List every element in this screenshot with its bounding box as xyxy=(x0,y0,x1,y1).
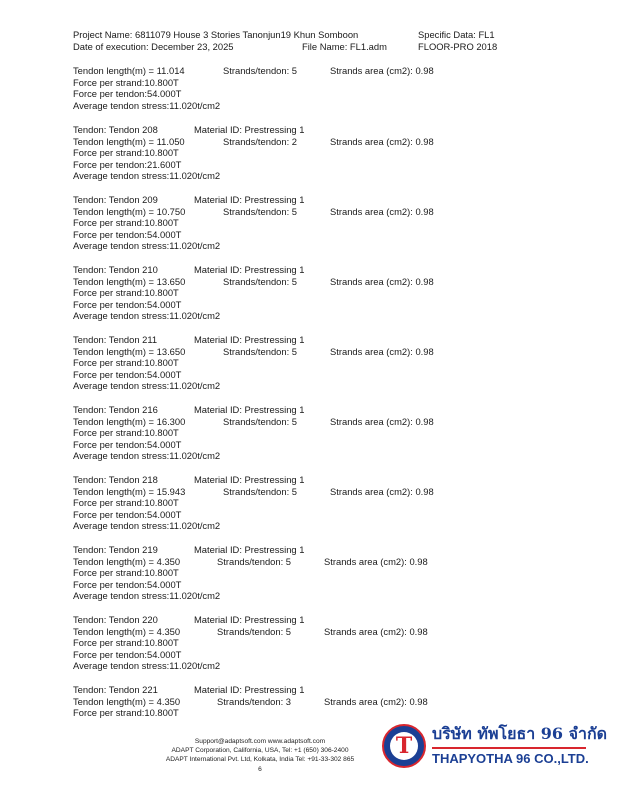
tendon-id: Tendon: Tendon 208 xyxy=(73,124,158,135)
strands-per-tendon: Strands/tendon: 2 xyxy=(223,135,298,147)
date-of-execution: Date of execution: December 23, 2025 xyxy=(73,41,234,52)
logo-english-name: THAPYOTHA 96 CO.,LTD. xyxy=(432,751,589,766)
material-id: Material ID: Prestressing 1 xyxy=(194,194,305,205)
logo-thai-name: บริษัท ทัพโยธา 96 จำกัด xyxy=(432,724,608,743)
average-tendon-stress: Average tendon stress:11.020t/cm2 xyxy=(73,380,221,392)
strands-area: Strands area (cm2): 0.98 xyxy=(330,65,434,76)
material-id: Material ID: Prestressing 1 xyxy=(194,614,305,625)
average-tendon-stress: Average tendon stress:11.020t/cm2 xyxy=(73,590,221,602)
file-name: File Name: FL1.adm xyxy=(302,41,387,52)
tendon-length: Tendon length(m) = 10.750 xyxy=(73,205,186,217)
force-per-strand: Force per strand:10.800T xyxy=(73,217,179,229)
force-per-strand: Force per strand:10.800T xyxy=(73,357,179,369)
average-tendon-stress: Average tendon stress:11.020t/cm2 xyxy=(73,99,221,111)
material-id: Material ID: Prestressing 1 xyxy=(194,264,305,275)
tendon-length: Tendon length(m) = 4.350 xyxy=(73,555,181,567)
strands-area: Strands area (cm2): 0.98 xyxy=(324,555,428,567)
average-tendon-stress: Average tendon stress:11.020t/cm2 xyxy=(73,170,221,182)
footer-india-address: ADAPT International Pvt. Ltd, Kolkata, India Tel: +91-33-302 865 xyxy=(165,756,355,764)
strands-area: Strands area (cm2): 0.98 xyxy=(330,205,434,217)
force-per-tendon: Force per tendon:54.000T xyxy=(73,648,182,660)
force-per-strand: Force per strand:10.800T xyxy=(73,287,179,299)
strands-area: Strands area (cm2): 0.98 xyxy=(330,135,434,147)
strands-area: Strands area (cm2): 0.98 xyxy=(330,485,434,497)
force-per-strand: Force per strand:10.800T xyxy=(73,567,179,579)
page-footer xyxy=(130,737,390,774)
footer-support: Support@adaptsoft.com www.adaptsoft.com xyxy=(194,738,326,745)
tendon-id: Tendon: Tendon 220 xyxy=(73,614,158,625)
tendon-id: Tendon: Tendon 211 xyxy=(73,334,158,345)
tendon-id: Tendon: Tendon 221 xyxy=(73,684,158,695)
force-per-tendon: Force per tendon:54.000T xyxy=(73,368,182,380)
force-per-tendon: Force per tendon:54.000T xyxy=(73,88,182,100)
strands-per-tendon: Strands/tendon: 5 xyxy=(223,485,298,497)
average-tendon-stress: Average tendon stress:11.020t/cm2 xyxy=(73,240,221,252)
strands-area: Strands area (cm2): 0.98 xyxy=(330,345,434,357)
strands-per-tendon: Strands/tendon: 5 xyxy=(223,205,298,217)
force-per-strand: Force per strand:10.800T xyxy=(73,76,179,88)
strands-per-tendon: Strands/tendon: 5 xyxy=(217,555,292,567)
force-per-strand: Force per strand:10.800T xyxy=(73,427,179,439)
page-number: 6 xyxy=(258,765,262,773)
force-per-tendon: Force per tendon:54.000T xyxy=(73,228,182,240)
material-id: Material ID: Prestressing 1 xyxy=(194,124,305,135)
logo-divider xyxy=(432,747,586,749)
tendon-length: Tendon length(m) = 4.350 xyxy=(73,695,181,707)
logo-emblem xyxy=(382,724,426,768)
strands-per-tendon: Strands/tendon: 5 xyxy=(223,275,298,287)
material-id: Material ID: Prestressing 1 xyxy=(194,404,305,415)
force-per-tendon: Force per tendon:54.000T xyxy=(73,438,182,450)
average-tendon-stress: Average tendon stress:11.020t/cm2 xyxy=(73,660,221,672)
strands-per-tendon: Strands/tendon: 5 xyxy=(223,65,298,76)
average-tendon-stress: Average tendon stress:11.020t/cm2 xyxy=(73,450,221,462)
force-per-tendon: Force per tendon:54.000T xyxy=(73,508,182,520)
tendon-id: Tendon: Tendon 209 xyxy=(73,194,158,205)
strands-area: Strands area (cm2): 0.98 xyxy=(330,275,434,287)
force-per-strand: Force per strand:10.800T xyxy=(73,497,179,509)
average-tendon-stress: Average tendon stress:11.020t/cm2 xyxy=(73,520,221,532)
material-id: Material ID: Prestressing 1 xyxy=(194,684,305,695)
material-id: Material ID: Prestressing 1 xyxy=(194,544,305,555)
strands-area: Strands area (cm2): 0.98 xyxy=(324,625,428,637)
strands-area: Strands area (cm2): 0.98 xyxy=(324,695,428,707)
tendon-id: Tendon: Tendon 210 xyxy=(73,264,158,275)
strands-per-tendon: Strands/tendon: 5 xyxy=(223,415,298,427)
footer-us-address: ADAPT Corporation, California, USA, Tel: +1 (650) 306-2400 xyxy=(171,747,349,755)
strands-area: Strands area (cm2): 0.98 xyxy=(330,415,434,427)
tendon-id: Tendon: Tendon 216 xyxy=(73,404,158,415)
force-per-strand: Force per strand:10.800T xyxy=(73,147,179,159)
tendon-length: Tendon length(m) = 4.350 xyxy=(73,625,181,637)
tendon-length: Tendon length(m) = 11.050 xyxy=(73,135,185,147)
logo-mark: T xyxy=(395,733,413,759)
strands-per-tendon: Strands/tendon: 5 xyxy=(223,345,298,357)
program-name: FLOOR-PRO 2018 xyxy=(418,41,498,52)
tendon-id: Tendon: Tendon 219 xyxy=(73,544,158,555)
force-per-tendon: Force per tendon:54.000T xyxy=(73,578,182,590)
company-logo xyxy=(382,722,608,772)
tendon-length: Tendon length(m) = 11.014 xyxy=(73,65,185,76)
material-id: Material ID: Prestressing 1 xyxy=(194,334,305,345)
material-id: Material ID: Prestressing 1 xyxy=(194,474,305,485)
tendon-length: Tendon length(m) = 15.943 xyxy=(73,485,186,497)
force-per-strand: Force per strand:10.800T xyxy=(73,707,179,719)
strands-per-tendon: Strands/tendon: 3 xyxy=(217,695,292,707)
average-tendon-stress: Average tendon stress:11.020t/cm2 xyxy=(73,310,221,322)
strands-per-tendon: Strands/tendon: 5 xyxy=(217,625,292,637)
force-per-tendon: Force per tendon:54.000T xyxy=(73,298,182,310)
force-per-strand: Force per strand:10.800T xyxy=(73,637,179,649)
project-name: Project Name: 6811079 House 3 Stories Tanonjun19 Khun Somboon xyxy=(73,29,359,40)
specific-data: Specific Data: FL1 xyxy=(418,29,495,40)
tendon-length: Tendon length(m) = 13.650 xyxy=(73,275,186,287)
tendon-length: Tendon length(m) = 13.650 xyxy=(73,345,186,357)
force-per-tendon: Force per tendon:21.600T xyxy=(73,158,182,170)
tendon-length: Tendon length(m) = 16.300 xyxy=(73,415,186,427)
tendon-id: Tendon: Tendon 218 xyxy=(73,474,158,485)
